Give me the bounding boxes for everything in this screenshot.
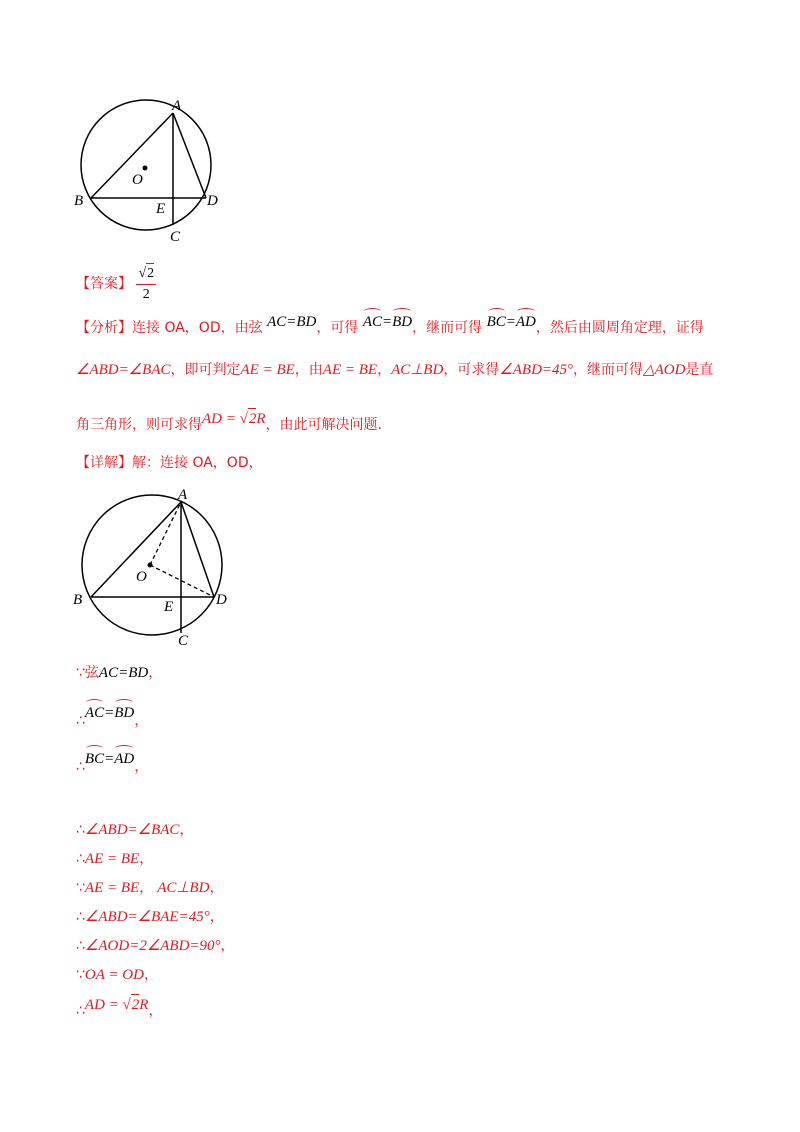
math-angle-45: ∠ABD=45° [499, 362, 574, 378]
step-punct: ， [209, 909, 224, 925]
math-ad-formula: AD = √2R [202, 411, 266, 427]
analysis-line-2 [76, 360, 713, 380]
analysis-text-1d: ，然后由圆周角定理，证得 [535, 320, 704, 336]
arc-bd: BD [114, 699, 134, 723]
label-c: C [170, 229, 181, 245]
r: R [256, 411, 266, 427]
step-punct: ， [139, 851, 154, 867]
therefore-symbol: ∴ [76, 909, 85, 925]
step-punct: ， [209, 880, 224, 896]
step-math [85, 751, 134, 767]
therefore-symbol: ∴ [76, 851, 85, 867]
step-2 [76, 699, 149, 729]
eq: = [104, 705, 115, 721]
figure-2 [70, 485, 235, 650]
analysis-text-3b: ，由此可解决问题. [265, 417, 382, 433]
label-d: D [207, 193, 218, 209]
therefore-symbol: ∴ [76, 1003, 85, 1019]
analysis-line-1 [76, 314, 704, 338]
answer-line [76, 263, 156, 305]
step-math [85, 705, 134, 721]
center-dot [148, 563, 153, 568]
ad-eq: AD = [202, 411, 240, 427]
analysis-text-1b: ，可得 [316, 320, 359, 336]
step-math: ∠ABD=∠BAE=45° [84, 909, 210, 925]
eq: = [104, 751, 115, 767]
analysis-text-3a: 角三角形，则可求得 [76, 417, 202, 433]
arc-equation-2 [487, 314, 536, 330]
label-c: C [178, 633, 189, 649]
therefore-symbol: ∴ [76, 938, 85, 954]
radius-oa [150, 502, 181, 565]
step-punct: ， [134, 713, 149, 729]
detail-line [76, 453, 263, 473]
step-punct: ， [139, 880, 154, 896]
step-5 [76, 849, 153, 869]
step-math: AC=BD [98, 665, 149, 681]
because-symbol: ∵ [76, 967, 85, 983]
arc-ad: AD [516, 308, 536, 332]
answer-tag: 【答案】 [76, 276, 132, 292]
label-a: A [178, 487, 188, 503]
step-punct: ， [143, 967, 158, 983]
answer-fraction: $\frac{√2}{2}$ [136, 263, 156, 305]
analysis-text-2f: 是直 [685, 362, 714, 378]
step-8 [76, 936, 235, 956]
analysis-text-2c: ， [377, 362, 392, 378]
step-3 [76, 745, 149, 775]
math-ae-be: AE = BE [240, 362, 295, 378]
label-e: E [156, 201, 166, 217]
analysis-line-3 [76, 411, 382, 435]
chord-ad [181, 502, 214, 597]
analysis-text-1a: 连接 OA，OD，由弦 [132, 320, 263, 336]
step-punct: ， [148, 665, 163, 681]
chord-expression: AC=BD [267, 314, 317, 330]
step-10 [76, 994, 163, 1019]
therefore-symbol: ∴ [76, 713, 85, 729]
therefore-symbol: ∴ [76, 822, 85, 838]
math-perpendicular: AC⊥BD [391, 362, 444, 378]
step-math: ∠AOD=2∠ABD=90° [84, 938, 221, 954]
detail-tag: 【详解】 [76, 455, 132, 471]
arc-ac: AC [85, 699, 104, 723]
step-1 [76, 663, 162, 683]
step-math: ∠ABD=∠BAC [84, 822, 180, 838]
math-ae-be-2: AE = BE [322, 362, 378, 378]
analysis-text-2d: ，可求得 [443, 362, 500, 378]
analysis-tag: 【分析】 [76, 320, 132, 336]
circle [81, 100, 211, 230]
arc-ad: AD [114, 745, 134, 769]
step-math-2: AC⊥BD [157, 880, 210, 896]
label-b: B [74, 193, 84, 209]
eq: = [381, 314, 393, 330]
label-e: E [164, 599, 174, 615]
label-o: O [132, 172, 143, 188]
arc-bc: BC [487, 308, 506, 332]
because-symbol: ∵ [76, 880, 85, 896]
step-text: 弦 [84, 665, 99, 681]
step-7 [76, 907, 224, 927]
step-punct: ， [179, 822, 194, 838]
label-a: A [172, 98, 182, 114]
step-punct: ， [220, 938, 235, 954]
figure-1 [70, 95, 220, 245]
label-o: O [136, 569, 147, 585]
math-triangle-aod: △AOD [643, 362, 686, 378]
step-6 [76, 878, 223, 898]
arc-equation-1 [363, 314, 412, 330]
step-9 [76, 965, 158, 985]
sqrt-2: 2 [248, 408, 257, 429]
label-b: B [73, 592, 83, 608]
label-d: D [216, 592, 227, 608]
step-punct: ， [148, 1003, 163, 1019]
analysis-text-1c: ，继而可得 [412, 320, 483, 336]
analysis-text-2a: ，即可判定 [170, 362, 241, 378]
eq: = [505, 314, 516, 330]
therefore-symbol: ∴ [76, 759, 85, 775]
step-math: AE = BE [84, 851, 140, 867]
detail-text: 解：连接 OA，OD， [132, 455, 263, 471]
sqrt-2: 2 [131, 994, 140, 1015]
math-angles-equal: ∠ABD=∠BAC [76, 362, 171, 378]
arc-ac: AC [363, 308, 382, 332]
answer-den: 2 [142, 287, 150, 302]
analysis-text-2b: ，由 [294, 362, 323, 378]
because-symbol: ∵ [76, 665, 85, 681]
chord-ad [173, 113, 206, 198]
step-punct: ， [134, 759, 149, 775]
ad-eq: AD = [84, 997, 123, 1013]
analysis-text-2e: ，继而可得 [573, 362, 644, 378]
step-math: AE = BE [84, 880, 140, 896]
arc-bc: BC [85, 745, 104, 769]
arc-bd: BD [392, 308, 412, 332]
answer-num: 2 [146, 263, 154, 284]
step-4 [76, 820, 193, 840]
r: R [139, 997, 149, 1013]
step-math: OA = OD [84, 967, 144, 983]
center-dot [143, 166, 148, 171]
step-math: AD = √2R [85, 997, 149, 1013]
